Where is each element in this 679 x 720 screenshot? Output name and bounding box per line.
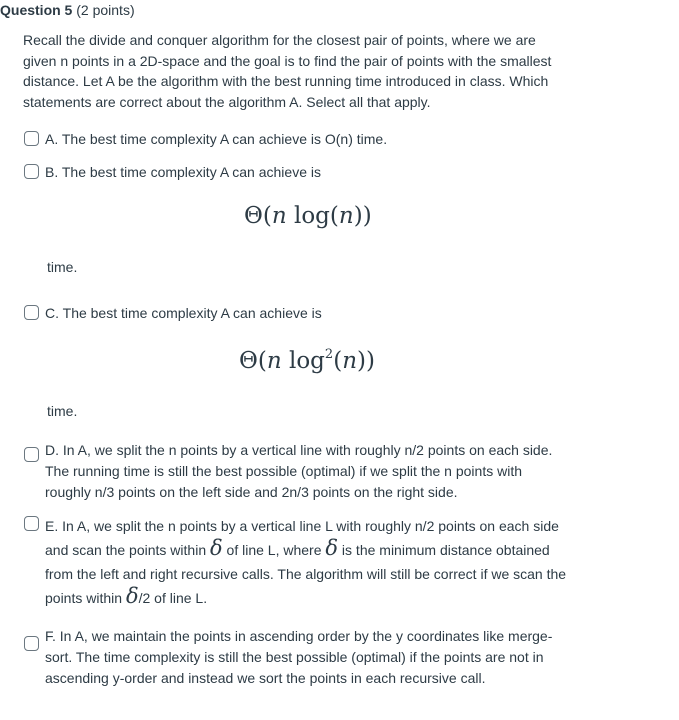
option-c[interactable] <box>24 303 570 324</box>
option-f-checkbox[interactable] <box>24 636 39 651</box>
option-e[interactable] <box>24 514 570 610</box>
question-points: (2 points) <box>72 2 135 18</box>
delta-symbol: δ <box>125 584 139 608</box>
option-b-label: B. The best time complexity A can achieve is <box>45 164 321 180</box>
option-f[interactable] <box>24 626 570 689</box>
option-a-checkbox[interactable] <box>24 131 39 146</box>
question-header <box>0 0 679 20</box>
option-d-label: D. In A, we split the n points by a vertical line with roughly n/2 points on each side. The running time is still the best possible (optimal) if we split the n points with roughly n/3 points on the left side and 2n/3 points on the right side. <box>45 442 553 500</box>
option-d-checkbox[interactable] <box>24 447 39 462</box>
option-e-label: E. In A, we split the n points by a vertical line L with roughly n/2 points on each side and scan the points within δ of line L, where δ is the minimum distance obtained from the left and right recursive calls. The algorithm will still be correct if we scan the points within δ/2 of line L. <box>45 518 567 608</box>
question-title: Question 5 <box>0 2 73 18</box>
option-c-label: C. The best time complexity A can achieve is <box>45 305 322 321</box>
option-b-after: time. <box>47 259 78 275</box>
question-text: Recall the divide and conquer algorithm for the closest pair of points, where we are given n points in a 2D-space and the goal is to find the pair of points with the smallest distance. Let A be the algorithm with the best running time introduced in class. Which statements are correct about the algorithm A. Select all that apply. <box>23 32 552 110</box>
option-b-formula: Θ(n log(n)) <box>244 203 372 229</box>
option-c-formula: Θ(n $\log^2(n)$) <box>239 347 375 374</box>
option-e-checkbox[interactable] <box>24 516 39 531</box>
delta-symbol: δ <box>325 536 339 560</box>
option-a-label: A. The best time complexity A can achieve is O(n) time. <box>45 131 388 147</box>
option-d[interactable] <box>24 440 570 503</box>
option-b[interactable] <box>24 162 570 183</box>
option-a[interactable] <box>24 129 570 150</box>
option-c-after: time. <box>47 403 78 419</box>
option-f-label: F. In A, we maintain the points in ascending order by the y coordinates like merge-sort. The time complexity is still the best possible (optimal) if the points are not in ascending y-order and instead we sort the points in each recursive call. <box>45 628 553 686</box>
delta-symbol: δ <box>210 536 223 560</box>
option-c-checkbox[interactable] <box>24 305 39 320</box>
option-b-checkbox[interactable] <box>24 164 39 179</box>
